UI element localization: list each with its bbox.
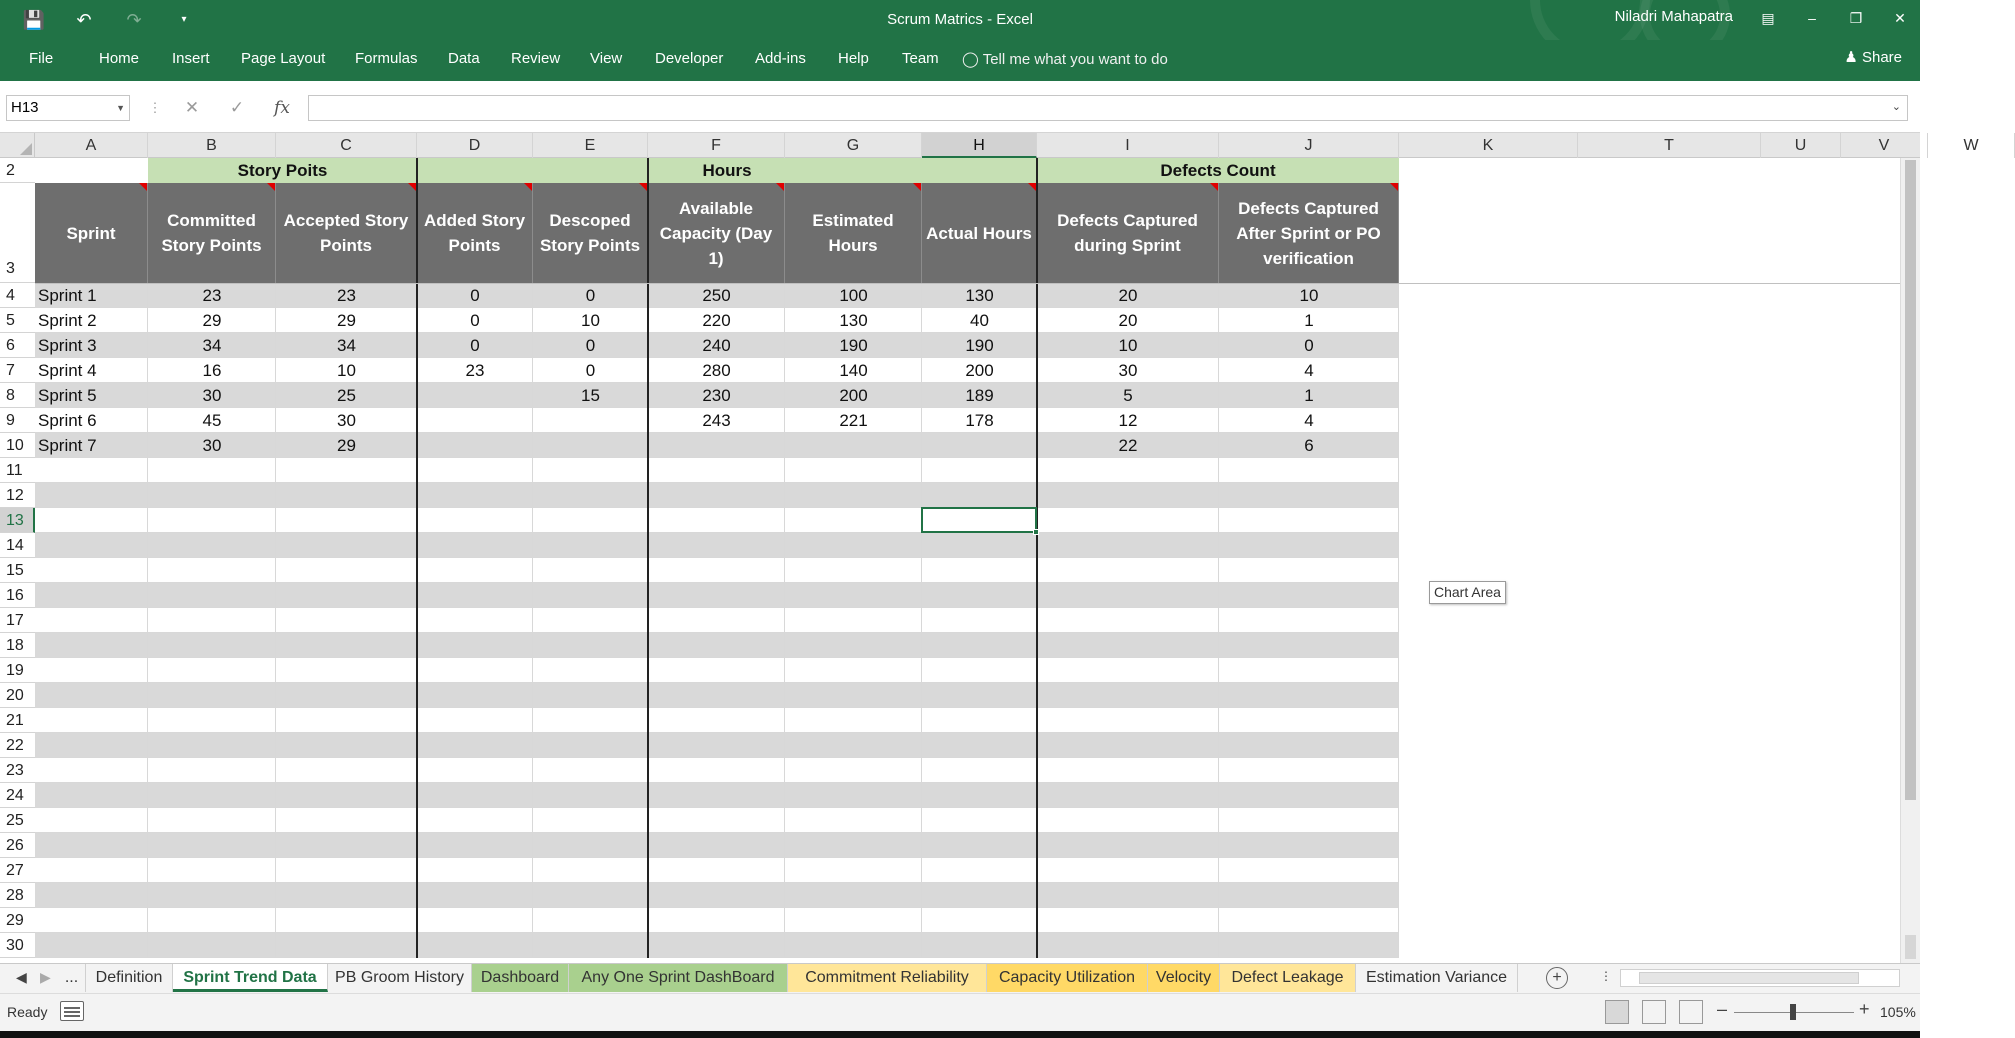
grid-line — [35, 482, 1399, 483]
table-cell[interactable]: 16 — [202, 361, 222, 380]
table-cell[interactable]: 189 — [965, 386, 994, 405]
status-text: Ready — [7, 1004, 48, 1020]
table-cell[interactable]: 0 — [585, 361, 596, 380]
table-cell[interactable]: 220 — [702, 311, 731, 330]
table-cell[interactable]: 0 — [470, 286, 480, 305]
grid-line — [35, 782, 1399, 783]
table-cell[interactable]: 30 — [337, 411, 356, 430]
row-header-10[interactable]: 10 — [0, 433, 35, 458]
table-header-9[interactable] — [1219, 183, 1399, 283]
table-header-0[interactable] — [35, 183, 148, 283]
lightbulb-icon: ◯ — [962, 51, 979, 68]
row-header-21[interactable]: 21 — [0, 708, 35, 733]
table-cell[interactable]: 34 — [337, 336, 356, 355]
row-header-8[interactable]: 8 — [0, 383, 35, 408]
column-header-v[interactable]: V — [1841, 133, 1928, 158]
table-header-label: Descoped Story Points — [539, 211, 641, 255]
row-band — [35, 833, 1399, 858]
row-band — [35, 533, 1399, 558]
tab-formulas[interactable]: Formulas — [355, 50, 418, 67]
more-icon: ⋮ — [1600, 969, 1612, 983]
table-cell[interactable]: 5 — [1123, 386, 1133, 405]
chart-area-tooltip: Chart Area — [1429, 581, 1506, 604]
group-header-fill — [417, 158, 648, 183]
sheet-tab-dashboard[interactable]: Dashboard — [472, 964, 569, 992]
title-bar — [0, 0, 1920, 40]
table-cell[interactable]: 34 — [202, 336, 222, 355]
table-header-8[interactable] — [1037, 183, 1219, 283]
grid-line — [35, 957, 1399, 958]
row-header-27[interactable]: 27 — [0, 858, 35, 883]
grid-line — [35, 907, 1399, 908]
row-header-15[interactable]: 15 — [0, 558, 35, 583]
next-sheet-icon[interactable]: ▶ — [40, 969, 51, 985]
sheet-tab-definition[interactable]: Definition — [86, 964, 173, 992]
column-header-h[interactable]: H — [922, 133, 1037, 158]
sprint-name-cell[interactable]: Sprint 7 — [38, 436, 97, 455]
grid-line — [35, 682, 1399, 683]
row-header-30[interactable]: 30 — [0, 933, 35, 958]
row-band — [35, 483, 1399, 508]
select-all-button[interactable] — [0, 133, 35, 158]
table-cell[interactable]: 15 — [581, 386, 600, 405]
table-cell[interactable]: 23 — [337, 286, 356, 305]
tab-view[interactable]: View — [590, 50, 623, 67]
table-header-4[interactable] — [533, 183, 648, 283]
row-band — [35, 883, 1399, 908]
table-header-label: Actual Hours — [926, 223, 1032, 243]
table-cell[interactable]: 190 — [965, 336, 994, 355]
taskbar-strip — [0, 1031, 1920, 1038]
table-header-5[interactable] — [648, 183, 785, 283]
table-cell[interactable] — [648, 433, 785, 458]
comment-indicator-icon[interactable] — [776, 183, 784, 191]
table-cell[interactable]: 0 — [470, 336, 480, 355]
horizontal-scrollbar[interactable] — [1620, 969, 1900, 987]
tab-add-ins[interactable]: Add-ins — [755, 50, 806, 67]
comment-indicator-icon[interactable] — [1028, 183, 1036, 191]
redo-icon[interactable]: ↷ — [126, 10, 142, 30]
horizontal-scroll-thumb[interactable] — [1639, 972, 1859, 984]
tab-review[interactable]: Review — [511, 50, 561, 67]
selected-cell[interactable] — [921, 507, 1037, 533]
table-cell[interactable]: 30 — [202, 386, 222, 405]
row-band — [35, 933, 1399, 958]
group-header-hours: Hours — [417, 158, 1037, 183]
table-cell[interactable]: 30 — [1118, 361, 1138, 380]
row-header-3[interactable]: 3 — [0, 183, 35, 283]
enter-icon[interactable]: ✓ — [229, 98, 245, 117]
table-header-label: Estimated Hours — [812, 211, 894, 255]
grid-line — [35, 807, 1399, 808]
row-header-19[interactable]: 19 — [0, 658, 35, 683]
ribbon-tabs — [0, 40, 1920, 81]
table-cell[interactable]: 45 — [202, 411, 222, 430]
table-cell[interactable]: 30 — [202, 436, 222, 455]
comment-indicator-icon[interactable] — [408, 183, 416, 191]
grid-line — [35, 582, 1399, 583]
share-button[interactable] — [1844, 48, 1902, 66]
table-cell[interactable]: 178 — [965, 411, 994, 430]
sprint-name-cell[interactable]: Sprint 6 — [38, 411, 97, 430]
row-header-26[interactable]: 26 — [0, 833, 35, 858]
vertical-scrollbar[interactable] — [1900, 158, 1920, 963]
row-header-18[interactable]: 18 — [0, 633, 35, 658]
column-header-g[interactable]: G — [785, 133, 922, 158]
table-cell[interactable]: 0 — [470, 311, 480, 330]
customize-qat-icon[interactable]: ▾ — [181, 14, 187, 25]
column-header-f[interactable]: F — [648, 133, 785, 158]
share-label: Share — [1861, 49, 1902, 66]
table-cell[interactable]: 12 — [1118, 411, 1138, 430]
tab-page-layout[interactable]: Page Layout — [241, 50, 326, 67]
table-cell[interactable]: 240 — [702, 336, 731, 355]
column-header-b[interactable]: B — [148, 133, 276, 158]
table-cell[interactable]: 23 — [202, 286, 222, 305]
table-header-label: Committed Story Points — [161, 211, 262, 255]
row-header-28[interactable]: 28 — [0, 883, 35, 908]
grid-line — [35, 707, 1399, 708]
prev-sheet-icon[interactable]: ◀ — [16, 969, 27, 985]
column-header-t[interactable]: T — [1578, 133, 1761, 158]
person-icon: ♟ — [1844, 49, 1858, 66]
status-bar — [0, 993, 1920, 1031]
row-header-12[interactable]: 12 — [0, 483, 35, 508]
comment-indicator-icon[interactable] — [1390, 183, 1398, 191]
tab-file[interactable]: File — [29, 50, 54, 67]
table-cell[interactable]: 10 — [1299, 286, 1319, 305]
row-band — [35, 633, 1399, 658]
chevron-down-icon[interactable]: ▼ — [116, 103, 125, 113]
row-header-17[interactable]: 17 — [0, 608, 35, 633]
table-cell[interactable]: 22 — [1118, 436, 1138, 455]
row-header-11[interactable]: 11 — [0, 458, 35, 483]
sheet-tab-sprint-trend-data[interactable]: Sprint Trend Data — [173, 964, 328, 992]
column-header-e[interactable]: E — [533, 133, 648, 158]
table-header-1[interactable] — [148, 183, 276, 283]
sheet-tab-pb-groom-history[interactable]: PB Groom History — [328, 964, 472, 992]
grid-line — [35, 732, 1399, 733]
table-cell[interactable]: 20 — [1118, 286, 1138, 305]
table-cell[interactable]: 200 — [839, 386, 868, 405]
user-name[interactable]: Niladri Mahapatra — [1614, 8, 1733, 25]
row-header-5[interactable]: 5 — [0, 308, 35, 333]
zoom-out-icon[interactable]: – — [1717, 999, 1728, 1019]
more-options-icon: ⋮ — [148, 100, 162, 115]
column-header-c[interactable]: C — [276, 133, 417, 158]
row-header-22[interactable]: 22 — [0, 733, 35, 758]
row-band — [35, 683, 1399, 708]
row-band — [35, 733, 1399, 758]
table-cell[interactable] — [533, 408, 648, 433]
table-cell[interactable] — [417, 408, 533, 433]
table-header-2[interactable] — [276, 183, 417, 283]
tell-me-box[interactable] — [962, 50, 1168, 68]
save-icon[interactable]: 💾 — [22, 10, 46, 30]
page-layout-view-icon[interactable] — [1642, 1000, 1666, 1024]
table-cell[interactable]: 20 — [1118, 311, 1138, 330]
name-box-value: H13 — [11, 99, 39, 116]
macro-recording-icon[interactable] — [60, 1001, 84, 1021]
group-header-story-points: Story Poits — [148, 158, 417, 183]
column-header-w[interactable]: W — [1928, 133, 2015, 158]
row-header-2[interactable]: 2 — [0, 158, 35, 183]
minimize-icon[interactable]: – — [1808, 10, 1816, 26]
table-cell[interactable] — [417, 433, 533, 458]
ribbon-display-options-icon[interactable]: ▤ — [1761, 10, 1775, 26]
table-cell[interactable]: 25 — [337, 386, 356, 405]
comment-indicator-icon[interactable] — [639, 183, 647, 191]
worksheet-grid[interactable] — [0, 133, 1979, 963]
insert-function-icon[interactable] — [270, 95, 294, 121]
sheet-tab-estimation-variance[interactable]: Estimation Variance — [1356, 964, 1518, 992]
sprint-name-cell[interactable]: Sprint 2 — [38, 311, 97, 330]
page-break-view-icon[interactable] — [1679, 1000, 1703, 1024]
comment-indicator-icon[interactable] — [139, 183, 147, 191]
grid-line — [647, 158, 649, 958]
comment-indicator-icon[interactable] — [913, 183, 921, 191]
grid-line — [35, 757, 1399, 758]
row-header-4[interactable]: 4 — [0, 283, 35, 308]
grid-line — [1036, 158, 1038, 958]
row-header-7[interactable]: 7 — [0, 358, 35, 383]
grid-line — [35, 532, 1399, 533]
row-header-25[interactable]: 25 — [0, 808, 35, 833]
sheet-tab-commitment-reliability[interactable]: Commitment Reliability — [788, 964, 987, 992]
grid-line — [35, 657, 1399, 658]
sheet-tab-capacity-utilization[interactable]: Capacity Utilization — [987, 964, 1148, 992]
table-cell[interactable] — [785, 433, 922, 458]
grid-line — [35, 557, 1399, 558]
scroll-thumb[interactable] — [1905, 160, 1916, 800]
table-header-label: Sprint — [66, 223, 116, 243]
table-cell[interactable]: 4 — [1304, 361, 1314, 380]
table-cell[interactable]: 29 — [337, 436, 356, 455]
row-header-24[interactable]: 24 — [0, 783, 35, 808]
sprint-name-cell[interactable]: Sprint 1 — [38, 286, 97, 305]
table-cell[interactable]: 140 — [839, 361, 868, 380]
normal-view-icon[interactable] — [1605, 1000, 1629, 1024]
zoom-slider-thumb[interactable] — [1790, 1004, 1796, 1020]
table-cell[interactable]: 221 — [839, 411, 868, 430]
tab-home[interactable]: Home — [99, 50, 140, 67]
comment-indicator-icon[interactable] — [1210, 183, 1218, 191]
column-header-i[interactable]: I — [1037, 133, 1219, 158]
comment-indicator-icon[interactable] — [524, 183, 532, 191]
grid-line — [35, 857, 1399, 858]
group-header-defects: Defects Count — [1037, 158, 1399, 183]
row-header-13[interactable]: 13 — [0, 508, 35, 533]
table-cell[interactable]: 190 — [839, 336, 868, 355]
expand-formula-bar-icon[interactable]: ⌄ — [1891, 101, 1901, 113]
table-cell[interactable]: 29 — [337, 311, 356, 330]
row-band — [35, 783, 1399, 808]
grid-line — [416, 158, 418, 958]
table-header-label: Available Capacity (Day 1) — [659, 198, 773, 268]
table-cell[interactable]: 4 — [1304, 411, 1314, 430]
sprint-name-cell[interactable]: Sprint 5 — [38, 386, 97, 405]
sheet-tab-any-one-sprint-dashboard[interactable]: Any One Sprint DashBoard — [569, 964, 788, 992]
sprint-name-cell[interactable]: Sprint 4 — [38, 361, 97, 380]
table-cell[interactable]: 10 — [337, 361, 356, 380]
table-header-label: Defects Captured After Sprint or PO verification — [1236, 198, 1381, 268]
table-header-6[interactable] — [785, 183, 922, 283]
table-cell[interactable]: 250 — [702, 286, 731, 305]
table-cell[interactable]: 0 — [1304, 336, 1314, 355]
table-cell[interactable]: 10 — [581, 311, 600, 330]
row-header-6[interactable]: 6 — [0, 333, 35, 358]
table-cell[interactable]: 230 — [702, 386, 731, 405]
table-header-label: Accepted Story Points — [283, 211, 409, 255]
grid-line — [35, 932, 1399, 933]
table-cell[interactable]: 130 — [839, 311, 868, 330]
tab-data[interactable]: Data — [448, 50, 480, 67]
formula-input[interactable] — [308, 95, 1908, 121]
grid-line — [35, 507, 1399, 508]
column-header-a[interactable]: A — [35, 133, 148, 158]
row-header-29[interactable]: 29 — [0, 908, 35, 933]
grid-line — [35, 632, 1399, 633]
table-cell[interactable]: 10 — [1118, 336, 1138, 355]
table-cell[interactable]: 23 — [465, 361, 485, 380]
table-cell[interactable]: 243 — [702, 411, 731, 430]
sheet-tabs-bar — [0, 963, 1920, 993]
row-header-14[interactable]: 14 — [0, 533, 35, 558]
row-header-23[interactable]: 23 — [0, 758, 35, 783]
table-cell[interactable]: 0 — [585, 336, 596, 355]
document-title: Scrum Matrics - Excel — [887, 11, 1033, 28]
table-cell[interactable]: 40 — [970, 311, 989, 330]
sheet-tab-velocity[interactable]: Velocity — [1148, 964, 1220, 992]
row-header-16[interactable]: 16 — [0, 583, 35, 608]
tab-help[interactable]: Help — [838, 50, 869, 67]
restore-icon[interactable]: ❐ — [1849, 10, 1863, 26]
cancel-icon[interactable]: ✕ — [184, 98, 200, 117]
close-icon[interactable]: ✕ — [1894, 10, 1906, 26]
name-box[interactable] — [6, 95, 130, 121]
table-cell[interactable]: 200 — [965, 361, 994, 380]
table-cell[interactable]: 1 — [1304, 311, 1314, 330]
column-header-j[interactable]: J — [1219, 133, 1399, 158]
grid-line — [35, 607, 1399, 608]
table-header-7[interactable] — [922, 183, 1037, 283]
row-header-20[interactable]: 20 — [0, 683, 35, 708]
table-header-label: Added Story Points — [423, 211, 526, 255]
column-header-u[interactable]: U — [1761, 133, 1841, 158]
cells-area[interactable] — [35, 158, 1920, 963]
tab-team[interactable]: Team — [902, 50, 939, 67]
table-cell[interactable]: 1 — [1304, 386, 1314, 405]
formula-bar — [0, 81, 1920, 133]
table-cell[interactable]: 0 — [585, 286, 596, 305]
tab-insert[interactable]: Insert — [172, 50, 210, 67]
table-cell[interactable] — [922, 433, 1037, 458]
table-cell[interactable] — [417, 383, 533, 408]
column-headers — [35, 133, 1979, 158]
comment-indicator-icon[interactable] — [267, 183, 275, 191]
sprint-name-cell[interactable]: Sprint 3 — [38, 336, 97, 355]
undo-icon[interactable]: ↶ — [76, 10, 92, 30]
zoom-level[interactable]: 105% — [1880, 1004, 1916, 1020]
more-sheets-button[interactable]: ... — [58, 964, 86, 992]
tab-developer[interactable]: Developer — [655, 50, 724, 67]
zoom-in-icon[interactable]: + — [1859, 999, 1870, 1019]
table-cell[interactable] — [533, 433, 648, 458]
grid-line — [35, 882, 1399, 883]
column-header-k[interactable]: K — [1399, 133, 1578, 158]
table-header-label: Defects Captured during Sprint — [1057, 211, 1198, 255]
table-cell[interactable]: 29 — [202, 311, 222, 330]
fx-label: fx — [274, 98, 290, 118]
row-band — [35, 583, 1399, 608]
tell-me-text: Tell me what you want to do — [982, 51, 1168, 68]
scroll-down-button[interactable] — [1905, 935, 1916, 959]
table-cell[interactable]: 130 — [965, 286, 994, 305]
table-cell[interactable]: 100 — [839, 286, 868, 305]
add-sheet-button[interactable]: + — [1546, 967, 1568, 989]
table-header-3[interactable] — [417, 183, 533, 283]
table-cell[interactable]: 6 — [1304, 436, 1314, 455]
sheet-tab-defect-leakage[interactable]: Defect Leakage — [1220, 964, 1356, 992]
table-cell[interactable]: 280 — [702, 361, 731, 380]
fill-handle[interactable] — [1033, 529, 1039, 535]
grid-line — [35, 832, 1399, 833]
column-header-d[interactable]: D — [417, 133, 533, 158]
row-header-9[interactable]: 9 — [0, 408, 35, 433]
